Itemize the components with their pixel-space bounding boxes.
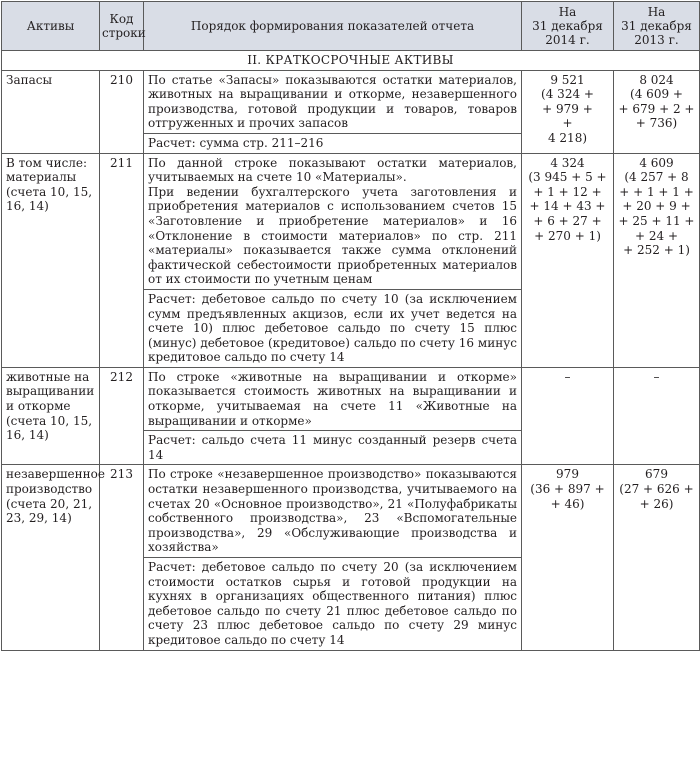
code-cell: 211 (100, 153, 144, 367)
table-row (2, 465, 700, 558)
value-2014-cell: 4 324 (3 945 + 5 + + 1 + 12 + + 14 + 43 + + 6 + 27 + + 270 + 1) (522, 153, 614, 367)
header-row (2, 2, 700, 51)
header-assets: Активы (2, 2, 100, 51)
code-cell: 212 (100, 367, 144, 465)
asset-cell: Запасы (2, 70, 100, 153)
header-2013: На 31 декабря 2013 г. (614, 2, 700, 51)
calculation-cell: Расчет: дебетовое сальдо по счету 20 (за исключением стоимости остатков сырья и готовой продукции на кухнях в организациях общественного питания) плюс дебетовое сальдо по счету 21 плюс дебетовое сальдо по счету 23 плюс дебетовое сальдо по счету 29 минус кредитовое сальдо по счету 14 (144, 558, 522, 651)
calculation-cell: Расчет: сумма стр. 211–216 (144, 133, 522, 153)
description-cell: По данной строке показывают остатки материалов, учитываемых на счете 10 «Материалы». При ведении бухгалтерского учета заготовления и приобретения материалов с использованием счетов 15 «Заготовление и приобретение материалов» и 16 «Отклонение в стоимости материалов» по стр. 211 «материалы» показывается также сумма отклонений фактической себестоимости приобретенных материалов от их стоимости по учетным ценам (144, 153, 522, 289)
balance-report-table (1, 1, 700, 651)
value-2013-cell: 679 (27 + 626 + + 26) (614, 465, 700, 650)
calculation-cell: Расчет: дебетовое сальдо по счету 10 (за исключением сумм предъявленных акцизов, если их учет ведется на счете 10) плюс дебетовое сальдо по счету 15 плюс (минус) дебетовое (кредитовое) сальдо по счету 16 минус кредитовое сальдо по счету 14 (144, 289, 522, 367)
table-row (2, 153, 700, 289)
description-cell: По строке «незавершенное производство» показываются остатки незавершенного производства, учитываемого на счетах 20 «Основное производство», 21 «Полуфабрикаты собственного производства», 23 «Вспомогательные производства», 29 «Обслуживающие производства и хозяйства» (144, 465, 522, 558)
table-row (2, 367, 700, 430)
value-2014-cell: 9 521 (4 324 + + 979 + + 4 218) (522, 70, 614, 153)
table-row (2, 70, 700, 133)
description-cell: По статье «Запасы» показываются остатки материалов, животных на выращивании и откорме, незавершенного производства, готовой продукции и товаров, товаров отгруженных и прочих запасов (144, 70, 522, 133)
calculation-cell: Расчет: сальдо счета 11 минус созданный резерв счета 14 (144, 431, 522, 465)
value-2014-cell: – (522, 367, 614, 465)
code-cell: 213 (100, 465, 144, 650)
header-order: Порядок формирования показателей отчета (144, 2, 522, 51)
header-2014: На 31 декабря 2014 г. (522, 2, 614, 51)
header-code: Код строки (100, 2, 144, 51)
section-row (2, 51, 700, 71)
asset-cell: незавершенное производство (счета 20, 21, 23, 29, 14) (2, 465, 100, 650)
description-cell: По строке «животные на выращивании и откорме» показывается стоимость животных на выращивании и откорме, учитываемая на счете 11 «Животные на выращивании и откорме» (144, 367, 522, 430)
section-title: II. КРАТКОСРОЧНЫЕ АКТИВЫ (2, 51, 700, 71)
asset-cell: животные на выращивании и откорме (счета 10, 15, 16, 14) (2, 367, 100, 465)
value-2013-cell: – (614, 367, 700, 465)
value-2013-cell: 8 024 (4 609 + + 679 + 2 + + 736) (614, 70, 700, 153)
value-2014-cell: 979 (36 + 897 + + 46) (522, 465, 614, 650)
asset-cell: В том числе: материалы (счета 10, 15, 16, 14) (2, 153, 100, 367)
code-cell: 210 (100, 70, 144, 153)
value-2013-cell: 4 609 (4 257 + 8 + + 1 + 1 + + 20 + 9 + + 25 + 11 + + 24 + + 252 + 1) (614, 153, 700, 367)
